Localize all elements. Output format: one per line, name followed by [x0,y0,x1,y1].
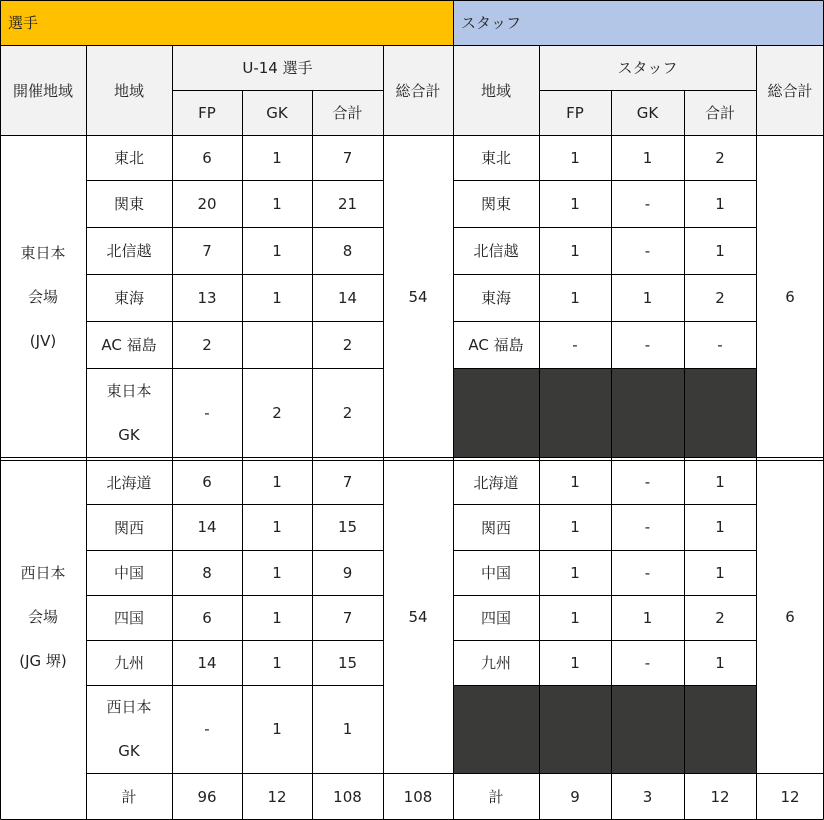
staff-banner: スタッフ [461,14,522,32]
player-subtotal-cell: 1 [342,720,353,738]
player-area-cell: 中国 [113,564,144,582]
player-subtotal-cell: 7 [342,473,353,491]
player-gk-cell: 1 [272,148,282,167]
staff-area-cell: 東北 [480,149,511,167]
venue-cell [0,135,86,458]
staff-subtotal-cell: 1 [715,563,725,582]
totals-fp: 96 [197,787,217,806]
player-area-cell: 四国 [113,609,144,627]
totals-staff-fp: 9 [570,787,580,806]
player-fp-cell: 20 [197,194,217,213]
staff-fp-cell: 1 [570,653,580,672]
header-subtotal: 合計 [332,104,363,122]
venue-cell-line: 東日本 [20,243,66,262]
player-area-cell: 関西 [113,518,144,537]
section-player-total: 54 [408,607,428,626]
header-staff-fp: FP [566,103,584,122]
player-area-cell: 関東 [113,195,144,213]
totals-staff-gk: 3 [642,787,653,806]
staff-gk-cell: - [644,473,651,491]
player-fp-cell: - [204,404,210,422]
venue-cell [0,460,86,773]
player-subtotal-cell: 21 [337,194,358,213]
player-gk-cell: 1 [272,288,282,307]
staff-gk-cell: - [644,241,651,260]
player-fp-cell: 6 [202,148,212,167]
player-subtotal-cell: 14 [337,288,358,307]
staff-fp-cell: 1 [570,608,580,627]
player-gk-cell: 2 [272,404,282,422]
venue-cell-line: 会場 [27,287,58,306]
staff-gk-cell: 1 [642,288,653,307]
totals-label: 計 [121,788,137,806]
player-area-cell: AC 福島 [101,336,157,354]
player-subtotal-cell: 2 [342,335,353,354]
player-gk-cell: 1 [272,473,282,491]
staff-fp-cell: 1 [570,288,580,307]
totals-staff-subtotal: 12 [710,787,730,806]
staff-area-cell: 東海 [480,289,511,307]
staff-fp-cell: 1 [570,473,580,491]
staff-gk-cell: - [644,194,651,213]
staff-fp-cell: 1 [570,518,580,536]
totals-staff-label: 計 [488,788,504,806]
player-fp-cell: 6 [202,608,212,627]
player-area-cell: 九州 [113,654,144,672]
player-area-cell-line: 東日本 [106,382,152,400]
venue-cell-line: 会場 [27,607,58,626]
header-area: 地域 [113,81,144,100]
header-staff-group: スタッフ [617,59,678,77]
staff-gk-cell: - [644,653,651,672]
player-gk-cell: 1 [272,563,282,582]
player-subtotal-cell: 7 [342,148,353,167]
player-fp-cell: 6 [202,473,212,491]
player-subtotal-cell: 7 [342,608,353,627]
staff-area-cell: 四国 [480,609,511,627]
staff-fp-cell: 1 [570,563,580,582]
staff-gk-cell: - [644,335,651,354]
player-gk-cell: 1 [272,720,282,738]
player-fp-cell: 7 [202,241,212,260]
players-banner: 選手 [8,14,39,32]
header-gk: GK [266,103,288,122]
player-fp-cell: 2 [202,335,212,354]
player-subtotal-cell: 9 [342,563,353,582]
totals-staff-grand: 12 [780,787,800,806]
totals-subtotal: 108 [333,787,362,806]
staff-gk-cell: 1 [642,148,653,167]
player-gk-cell [242,321,312,368]
header-staff-grand-total: 総合計 [767,81,813,100]
header-staff-gk: GK [636,103,659,122]
blocked-area-east [453,368,756,458]
player-area-cell-line: GK [118,426,140,444]
player-area-cell: 東海 [113,289,144,307]
player-gk-cell: 1 [272,194,282,213]
staff-area-cell: 関西 [480,518,511,537]
venue-cell-line: 西日本 [20,563,66,582]
player-gk-cell: 1 [272,518,282,536]
player-gk-cell: 1 [272,241,282,260]
player-gk-cell: 1 [272,653,282,672]
staff-area-cell: 関東 [480,195,511,213]
staff-gk-cell: - [644,518,651,536]
blocked-area-west [453,685,756,773]
staff-subtotal-cell: 1 [715,194,725,213]
staff-gk-cell: - [644,563,651,582]
staff-subtotal-cell: 1 [715,518,725,536]
player-fp-cell: 13 [197,288,217,307]
staff-subtotal-cell: - [717,335,723,354]
player-area-cell-line: GK [118,742,140,760]
player-subtotal-cell: 15 [337,518,358,536]
venue-cell-line: (JG 堺) [19,651,67,670]
player-area-cell: 北信越 [106,242,152,260]
player-gk-cell: 1 [272,608,282,627]
staff-area-cell: 九州 [480,654,511,672]
player-area-cell [86,685,172,773]
section-staff-total: 6 [785,287,795,306]
staff-gk-cell: 1 [642,608,653,627]
player-fp-cell: 14 [197,653,217,672]
player-area-cell: 東北 [113,149,144,167]
player-area-cell: 北海道 [106,473,152,492]
venue-cell-line: (JV) [29,331,57,350]
player-area-cell-line: 西日本 [106,698,152,716]
totals-grand: 108 [403,787,433,806]
player-area-cell [86,368,172,458]
staff-area-cell: 北海道 [473,473,519,492]
staff-fp-cell: - [572,335,578,354]
totals-gk: 12 [267,787,287,806]
player-subtotal-cell: 15 [337,653,358,672]
header-staff-area: 地域 [480,81,511,100]
player-fp-cell: 8 [202,563,212,582]
player-fp-cell: - [204,720,210,738]
section-player-total: 54 [408,287,428,306]
staff-subtotal-cell: 2 [715,148,725,167]
header-players-group: U-14 選手 [242,59,313,77]
staff-area-cell: AC 福島 [468,336,524,354]
staff-subtotal-cell: 1 [715,653,725,672]
staff-fp-cell: 1 [570,194,580,213]
section-staff-total: 6 [785,607,795,626]
staff-subtotal-cell: 1 [715,473,725,491]
player-subtotal-cell: 8 [342,241,353,260]
player-subtotal-cell: 2 [342,404,353,422]
header-fp: FP [198,103,216,122]
staff-area-cell: 中国 [480,564,511,582]
staff-subtotal-cell: 1 [715,241,725,260]
staff-subtotal-cell: 2 [715,288,725,307]
staff-area-cell: 北信越 [473,242,519,260]
staff-subtotal-cell: 2 [715,608,725,627]
header-staff-subtotal: 合計 [704,104,735,122]
staff-fp-cell: 1 [570,148,580,167]
header-grand-total: 総合計 [395,81,441,100]
player-fp-cell: 14 [197,518,217,536]
header-region-group: 開催地域 [12,81,73,100]
staff-fp-cell: 1 [570,241,580,260]
